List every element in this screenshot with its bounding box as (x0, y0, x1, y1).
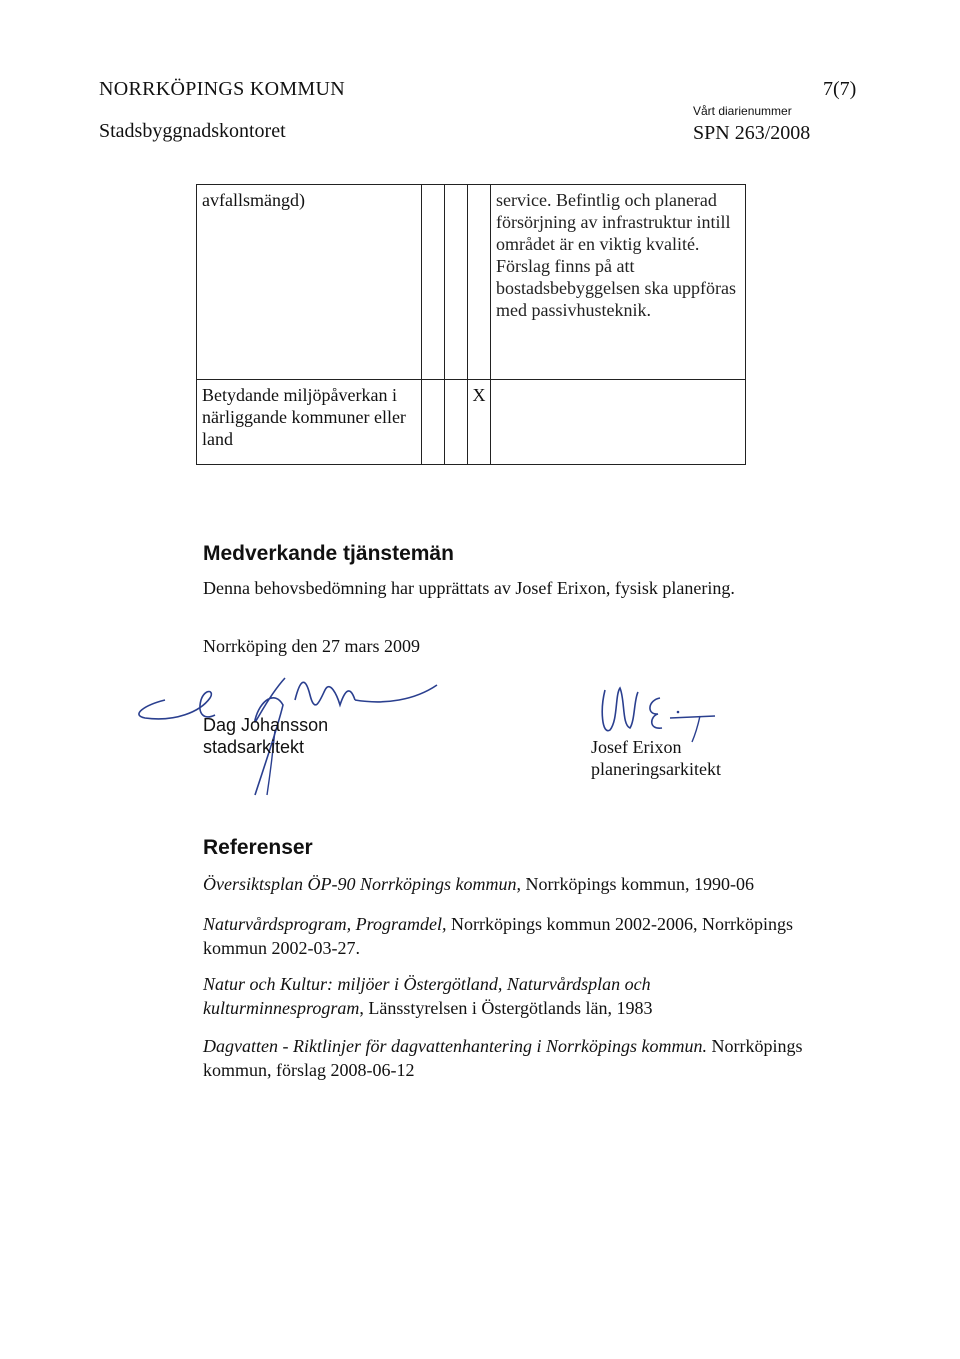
organization-name: NORRKÖPINGS KOMMUN (99, 78, 345, 100)
signatory-title-right: planeringsarkitekt (591, 759, 721, 779)
criterion-cell: avfallsmängd) (197, 185, 422, 380)
section-heading-medverkande: Medverkande tjänstemän (203, 542, 454, 565)
reference-item (203, 872, 803, 896)
reference-details: , Länsstyrelsen i Östergötlands län, 1983 (359, 998, 653, 1018)
table-row (197, 380, 746, 465)
department-name: Stadsbyggnadskontoret (99, 120, 286, 142)
assessment-table (196, 184, 746, 465)
comment-cell (491, 380, 746, 465)
reference-item (203, 1034, 803, 1082)
diarie-label: Vårt diarienummer (693, 104, 792, 118)
mark-cell (422, 185, 445, 380)
reference-title: Natur och Kultur: miljöer i Östergötland, Naturvårdsplan och kulturminnesprogram (203, 974, 651, 1018)
mark-cell (422, 380, 445, 465)
mark-cell (468, 185, 491, 380)
criterion-cell: Betydande miljöpåverkan i närliggande kommuner eller land (197, 380, 422, 465)
reference-title: Översiktsplan ÖP-90 Norrköpings kommun (203, 874, 517, 894)
comment-cell: service. Befintlig och planerad försörjning av infrastruktur intill området är en viktig kvalité. Förslag finns på att bostadsbebyggelsen ska uppföras med passivhusteknik. (491, 185, 746, 380)
reference-details: Norrköpings kommun, förslag 2008-06-12 (203, 1036, 803, 1080)
section-heading-referenser: Referenser (203, 836, 313, 859)
signatory-name-right: Josef Erixon (591, 737, 682, 757)
reference-details: , Norrköpings kommun, 1990-06 (516, 874, 754, 894)
mark-cell: X (468, 380, 491, 465)
reference-item (203, 912, 803, 960)
diarie-number: SPN 263/2008 (693, 122, 811, 144)
reference-title: Dagvatten - Riktlinjer för dagvattenhantering i Norrköpings kommun. (203, 1036, 707, 1056)
signatory-title-left: stadsarkitekt (203, 737, 305, 757)
reference-item (203, 972, 803, 1020)
signatory-name-left: Dag Johansson (203, 715, 329, 735)
mark-cell (445, 185, 468, 380)
mark-cell (445, 380, 468, 465)
table-row (197, 185, 746, 380)
medverkande-text: Denna behovsbedömning har upprättats av Josef Erixon, fysisk planering. (203, 578, 735, 598)
reference-title: Naturvårdsprogram, Programdel, (203, 914, 447, 934)
page-number: 7(7) (823, 78, 857, 100)
reference-details: Norrköpings kommun 2002-2006, Norrköpings kommun 2002-03-27. (203, 914, 793, 958)
signing-date: Norrköping den 27 mars 2009 (203, 636, 420, 656)
